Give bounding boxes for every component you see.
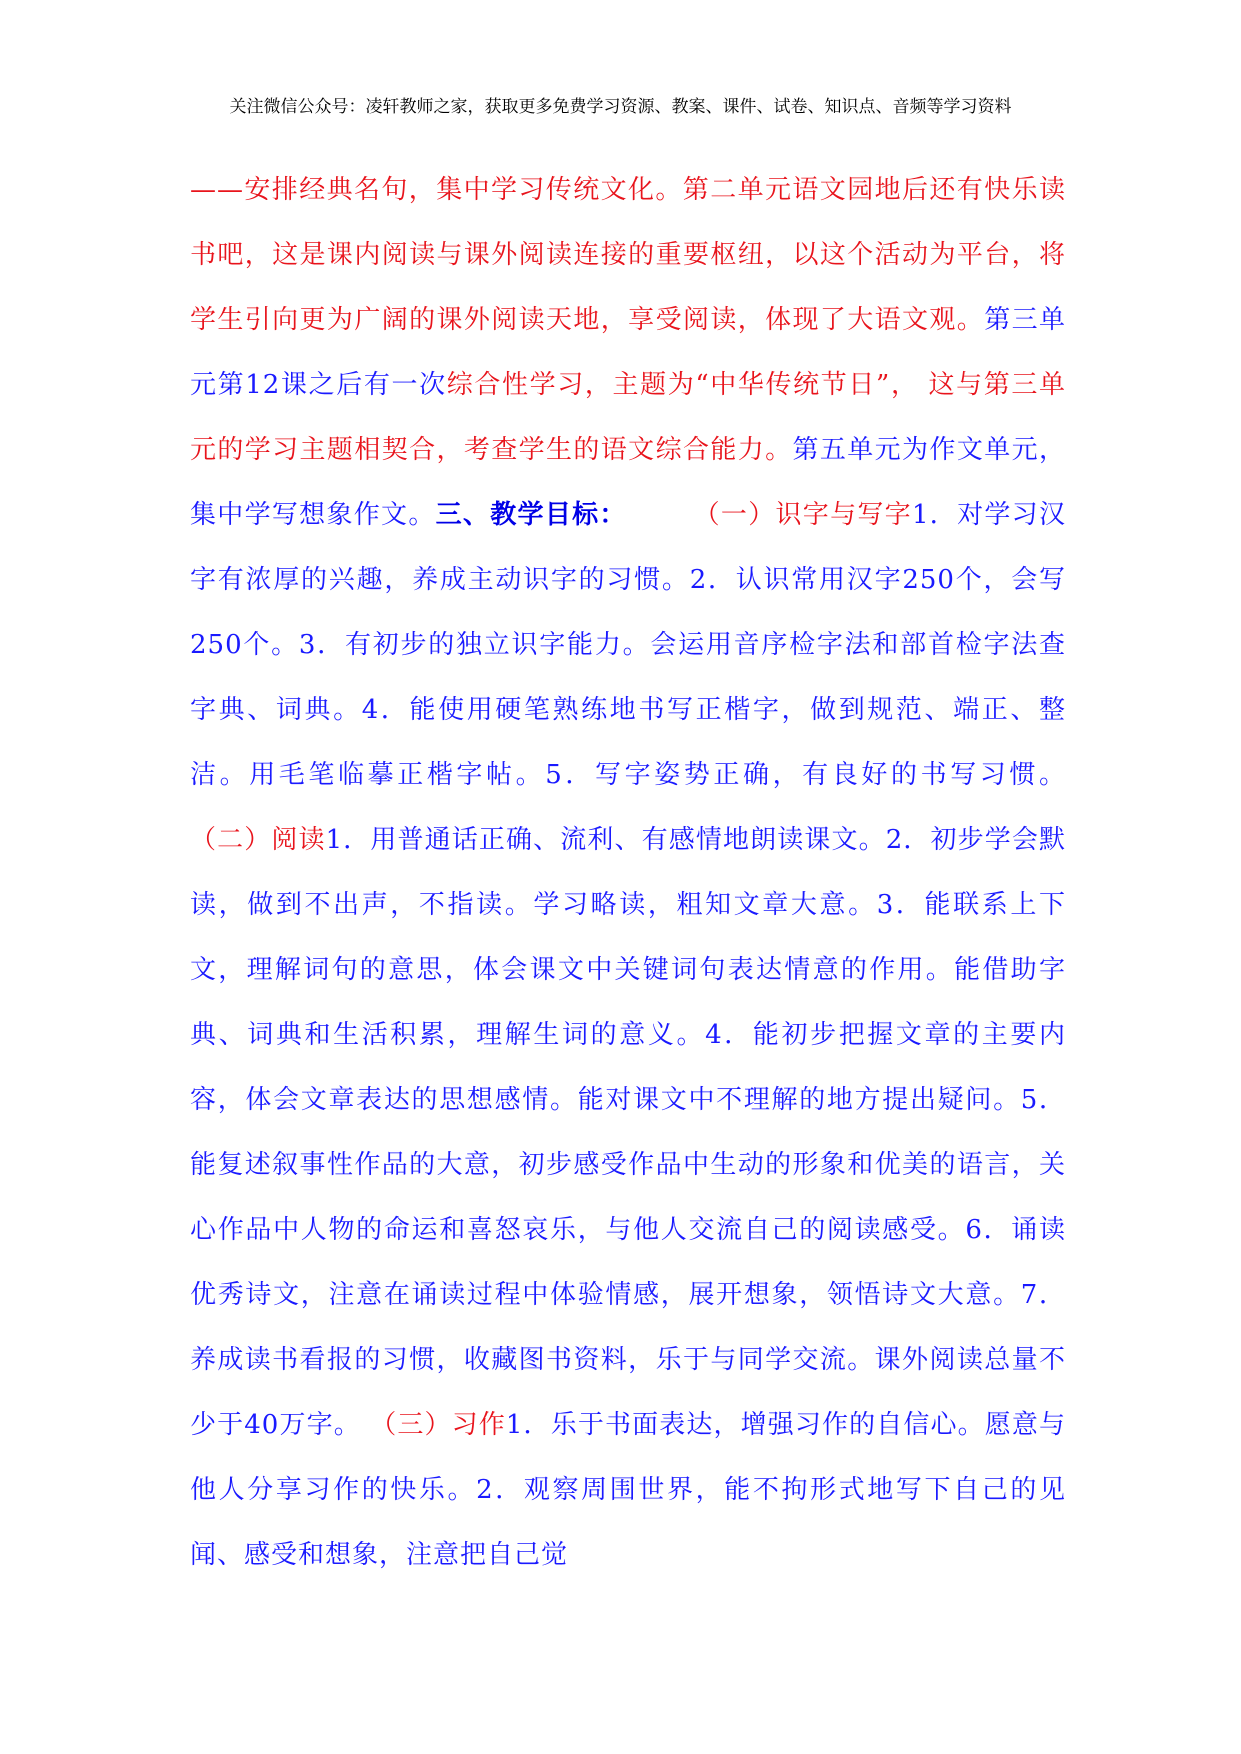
- page-header: 关注微信公众号：凌轩教师之家，获取更多免费学习资源、教案、课件、试卷、知识点、音频等学习资料: [229, 97, 1012, 117]
- text-segment: 1．对学习汉字有浓厚的兴趣，养成主动识字的习惯。2．认识常用汉字250个，会写250个。3．有初步的独立识字能力。会运用音序检字法和部首检字法查字典、词典。4．能使用硬笔熟练地书写正楷字，做到规范、端正、整洁。用毛笔临摹正楷字帖。5．写字姿势正确，有良好的书写习惯。: [190, 500, 1066, 790]
- subsection-heading-writing: （三）习作: [370, 1410, 506, 1440]
- text-segment: 第三单元第12课之后有一次: [190, 305, 1066, 400]
- text-segment: 1．乐于书面表达，增强习作的自信心。愿意与他人分享习作的快乐。2．观察周围世界，能不拘形式地写下自己的见闻、感受和想象，注意把自己觉: [190, 1410, 1066, 1570]
- text-segment: 综合性学习，主题为“中华传统节日”， 这与第三单元的学习主题相契合，考查学生的语文综合能力。: [190, 370, 1066, 465]
- text-segment: 第五单元为作文单元，集中学写想象作文。: [190, 435, 1066, 530]
- text-segment: ——安排经典名句，集中学习传统文化。第二单元语文园地后还有快乐读书吧，这是课内阅读与课外阅读连接的重要枢纽，以这个活动为平台，将学生引向更为广阔的课外阅读天地，享受阅读，体现了大语文观。: [190, 175, 1066, 335]
- subsection-heading-reading: （二）阅读: [190, 825, 326, 855]
- document-body: [190, 158, 1066, 1588]
- section-heading-teaching-goals: 三、教学目标：: [435, 500, 627, 530]
- text-segment: 1．用普通话正确、流利、有感情地朗读课文。2．初步学会默读，做到不出声，不指读。学习略读，粗知文章大意。3．能联系上下文，理解词句的意思，体会课文中关键词句表达情意的作用。能借助字典、词典和生活积累，理解生词的意义。4．能初步把握文章的主要内容，体会文章表达的思想感情。能对课文中不理解的地方提出疑问。5．能复述叙事性作品的大意，初步感受作品中生动的形象和优美的语言，关心作品中人物的命运和喜怒哀乐，与他人交流自己的阅读感受。6．诵读优秀诗文，注意在诵读过程中体验情感，展开想象，领悟诗文大意。7．养成读书看报的习惯，收藏图书资料，乐于与同学交流。课外阅读总量不少于40万字。: [190, 825, 1066, 1440]
- spacer-text: [627, 500, 694, 530]
- subsection-heading-literacy: （一）识字与写字: [693, 500, 912, 530]
